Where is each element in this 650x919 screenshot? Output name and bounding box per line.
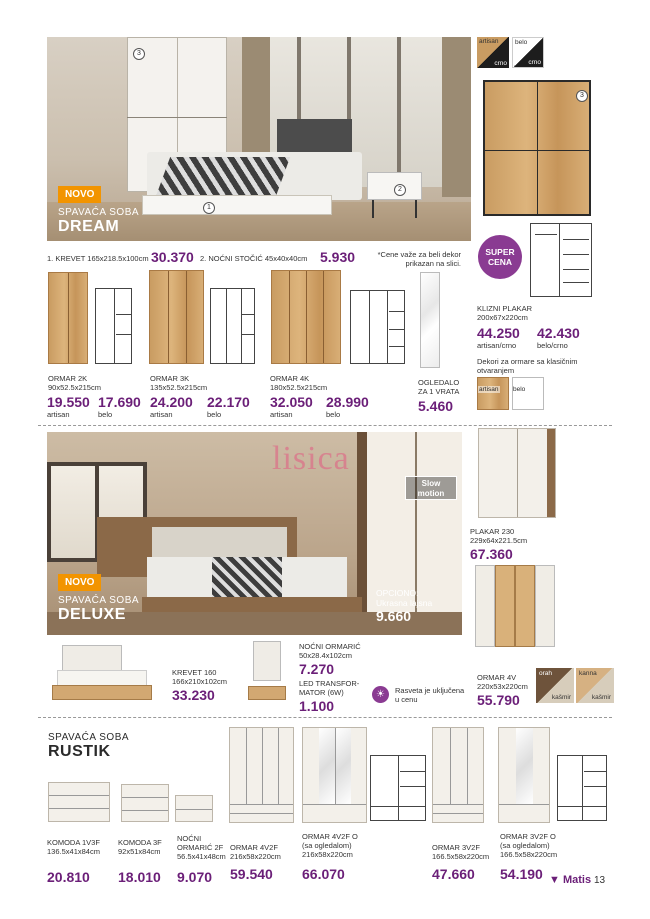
klizni-name: KLIZNI PLAKAR bbox=[477, 304, 533, 313]
sw-orah-label: orah bbox=[539, 670, 553, 677]
badge-3: 3 bbox=[133, 48, 145, 60]
rustik-item-0-l1: KOMODA 1V3F bbox=[47, 838, 100, 847]
ogledalo-name: OGLEDALO bbox=[418, 378, 460, 387]
divider-2 bbox=[38, 717, 612, 718]
ormar-3v2f-o-image bbox=[498, 727, 550, 823]
plakar-230-dims: 229x64x221.5cm bbox=[470, 536, 528, 545]
komoda-3f-image bbox=[121, 784, 169, 822]
plakar-230-price: 67.360 bbox=[470, 546, 513, 562]
klizni-dims: 200x67x220cm bbox=[477, 313, 528, 322]
deluxe-novo-badge: NOVO bbox=[58, 574, 101, 591]
ormar-4v2f-image bbox=[229, 727, 294, 823]
page-number: 13 bbox=[594, 875, 606, 886]
nocni-ormaric-dims: 50x28.4x102cm bbox=[299, 651, 352, 660]
ormar-3k-price-artisan: 24.200 bbox=[150, 394, 193, 410]
rustik-subtitle: SPAVAĆA SOBA bbox=[48, 732, 130, 743]
rustik-item-4-l1: ORMAR 4V2F O bbox=[302, 832, 358, 841]
ormar-4v2f-o-image bbox=[302, 727, 367, 823]
ormar-4v-name: ORMAR 4V bbox=[477, 673, 517, 682]
ormar-3v2f-image bbox=[432, 727, 484, 823]
rustik-item-6-l2: (sa ogledalom) bbox=[500, 841, 550, 850]
ormar-3k-price-belo: 22.170 bbox=[207, 394, 250, 410]
swatch-kanna-kasmir bbox=[576, 668, 614, 703]
ormar-4k-image bbox=[271, 270, 341, 364]
rustik-item-1-price: 18.010 bbox=[118, 869, 161, 885]
rustik-item-1-l1: KOMODA 3F bbox=[118, 838, 162, 847]
rustik-item-1-label bbox=[118, 838, 162, 856]
rustik-item-3-price: 59.540 bbox=[230, 866, 273, 882]
sw-kasmir2-label: kašmir bbox=[591, 694, 611, 701]
dekor-belo-swatch bbox=[512, 377, 544, 410]
ormar-4k-drawing bbox=[350, 290, 405, 364]
deluxe-title-block bbox=[58, 595, 139, 624]
ormar-4k-dims: 180x52.5x215cm bbox=[270, 383, 328, 392]
rustik-item-2-price: 9.070 bbox=[177, 869, 213, 885]
klizni-sub-artisan: artisan/crno bbox=[477, 341, 517, 350]
ormar-4v-image bbox=[475, 565, 555, 647]
ormar-2k-dims: 90x52.5x215cm bbox=[48, 383, 101, 392]
dekor-artisan-swatch bbox=[477, 377, 509, 410]
plakar-230-image bbox=[478, 428, 556, 518]
ormar-4v-dims: 220x53x220cm bbox=[477, 682, 528, 691]
dream-stocic-price: 5.930 bbox=[320, 249, 356, 265]
klizni-price-artisan: 44.250 bbox=[477, 325, 520, 341]
led-label-2: MATOR (6W) bbox=[299, 688, 344, 697]
ormar-2k-price-artisan: 19.550 bbox=[47, 394, 90, 410]
ormar-4k-name: ORMAR 4K bbox=[270, 374, 310, 383]
ogledalo-image bbox=[420, 272, 440, 368]
dekori-label: Dekori za ormare sa klasičnim otvaranjem bbox=[477, 357, 578, 375]
ormar-2k-image bbox=[48, 272, 88, 364]
krevet-160-name: KREVET 160 bbox=[172, 668, 217, 677]
ormar-3k-name: ORMAR 3K bbox=[150, 374, 190, 383]
rustik-item-4-l2: (sa ogledalom) bbox=[302, 841, 352, 850]
ormar-4k-price-belo: 28.990 bbox=[326, 394, 369, 410]
rustik-item-1-l2: 92x51x84cm bbox=[118, 847, 161, 856]
rustik-item-5-l1: ORMAR 3V2F bbox=[432, 843, 480, 852]
deluxe-subtitle: SPAVAĆA SOBA bbox=[58, 595, 140, 606]
divider-1 bbox=[38, 425, 612, 426]
dream-subtitle: SPAVAĆA SOBA bbox=[58, 207, 140, 218]
ormar-3k-dims: 135x52.5x215cm bbox=[150, 383, 208, 392]
rustik-item-2-l2: ORMARIĆ 2F bbox=[177, 843, 224, 852]
rustik-item-0-label bbox=[47, 838, 100, 856]
swatch-belo-label: belo bbox=[515, 39, 528, 46]
dream-novo-badge: NOVO bbox=[58, 186, 101, 203]
matis-logo bbox=[549, 874, 591, 886]
dekor-belo-label: belo bbox=[513, 386, 526, 393]
klizni-label bbox=[477, 304, 532, 322]
bulb-icon: ☀ bbox=[372, 686, 389, 703]
led-label-1: LED TRANSFOR- bbox=[299, 679, 360, 688]
ormar-4v2f-drawing bbox=[370, 755, 426, 821]
ogledalo-dims: ZA 1 VRATA bbox=[418, 387, 460, 396]
badge-1: 1 bbox=[203, 202, 215, 214]
led-label bbox=[299, 679, 359, 697]
rustik-item-4-price: 66.070 bbox=[302, 866, 345, 882]
swatch-orah-kasmir bbox=[536, 668, 574, 703]
rustik-item-0-price: 20.810 bbox=[47, 869, 90, 885]
lajsna-label: Ukrasna lajsna bbox=[376, 598, 433, 608]
ormar-4k-label bbox=[270, 374, 327, 392]
krevet-160-label bbox=[172, 668, 227, 686]
rustik-item-2-l1: NOĆNI bbox=[177, 834, 202, 843]
sw-kasmir1-label: kašmir bbox=[551, 694, 571, 701]
opciono-label: OPCIONO: bbox=[376, 588, 419, 598]
ogledalo-label bbox=[418, 378, 459, 396]
ormar-4k-sub-artisan: artisan bbox=[270, 410, 293, 419]
rustik-item-3-label bbox=[230, 843, 281, 861]
sw-kanna-label: kanna bbox=[579, 670, 597, 677]
swatch-artisan-label: artisan bbox=[479, 38, 499, 45]
super-cena-badge bbox=[478, 235, 522, 279]
rustik-item-6-l3: 166.5x58x220cm bbox=[500, 850, 558, 859]
ormar-3k-label bbox=[150, 374, 207, 392]
ormar-3k-drawing bbox=[210, 288, 255, 364]
dekor-artisan-label: artisan bbox=[479, 386, 499, 393]
nocni-ormaric-name: NOĆNI ORMARIĆ bbox=[299, 642, 361, 651]
nocni-ormaric-image bbox=[248, 641, 286, 709]
swatch-crno2-label: crno bbox=[528, 59, 541, 66]
krevet-160-dims: 166x210x102cm bbox=[172, 677, 228, 686]
watermark: lisica bbox=[272, 440, 350, 477]
ormar-4k-sub-belo: belo bbox=[326, 410, 341, 419]
nocni-ormaric-2f-image bbox=[175, 795, 213, 822]
ormar-2k-sub-belo: belo bbox=[98, 410, 113, 419]
rustik-title-block bbox=[48, 732, 129, 761]
krevet-160-price: 33.230 bbox=[172, 687, 215, 703]
super-cena-text: SUPER CENA bbox=[485, 247, 515, 267]
dream-stocic-label: 2. NOĆNI STOČIĆ 45x40x40cm bbox=[200, 254, 308, 263]
krevet-160-image bbox=[52, 645, 152, 705]
ormar-4v-price: 55.790 bbox=[477, 692, 520, 708]
rustik-item-5-price: 47.660 bbox=[432, 866, 475, 882]
ormar-2k-drawing bbox=[95, 288, 132, 364]
ormar-3k-image bbox=[149, 270, 204, 364]
badge-3b: 3 bbox=[576, 90, 588, 102]
slow-motion-badge bbox=[405, 476, 457, 500]
rustik-title: RUSTIK bbox=[48, 743, 111, 760]
slow-text: Slow bbox=[421, 479, 441, 488]
plakar-230-name: PLAKAR 230 bbox=[470, 527, 515, 536]
ormar-3v2f-drawing bbox=[557, 755, 607, 821]
nocni-ormaric-label bbox=[299, 642, 361, 660]
rustik-item-4-l3: 216x58x220cm bbox=[302, 850, 353, 859]
swatch-artisan-crno bbox=[477, 37, 509, 68]
plakar-230-label bbox=[470, 527, 527, 545]
ormar-2k-sub-artisan: artisan bbox=[47, 410, 70, 419]
klizni-sub-belo: belo/crno bbox=[537, 341, 568, 350]
rustik-item-5-l2: 166.5x58x220cm bbox=[432, 852, 490, 861]
rasveta-note: Rasveta je uključena u cenu bbox=[395, 686, 465, 704]
opciono-block bbox=[376, 588, 433, 624]
dream-title-block bbox=[58, 207, 139, 236]
rustik-item-0-l2: 136.5x41x84cm bbox=[47, 847, 100, 856]
ormar-3k-sub-belo: belo bbox=[207, 410, 222, 419]
klizni-price-belo: 42.430 bbox=[537, 325, 580, 341]
ogledalo-price: 5.460 bbox=[418, 398, 454, 414]
swatch-crno-label: crno bbox=[494, 60, 507, 67]
deluxe-title: DELUXE bbox=[58, 606, 126, 623]
klizni-plakar-line-drawing bbox=[530, 223, 592, 297]
swatch-belo-crno bbox=[512, 37, 544, 68]
ormar-2k-label bbox=[48, 374, 101, 392]
badge-2: 2 bbox=[394, 184, 406, 196]
ormar-2k-name: ORMAR 2K bbox=[48, 374, 88, 383]
led-price: 1.100 bbox=[299, 698, 335, 714]
rustik-item-2-l3: 56.5x41x48cm bbox=[177, 852, 226, 861]
rustik-item-3-l1: ORMAR 4V2F bbox=[230, 843, 278, 852]
lajsna-price: 9.660 bbox=[376, 608, 412, 624]
dream-krevet-price: 30.370 bbox=[151, 249, 194, 265]
klizni-plakar-image bbox=[483, 80, 591, 216]
rustik-item-6-price: 54.190 bbox=[500, 866, 543, 882]
ormar-4v-label bbox=[477, 673, 528, 691]
ormar-2k-price-belo: 17.690 bbox=[98, 394, 141, 410]
dream-title: DREAM bbox=[58, 218, 120, 235]
rustik-item-6-l1: ORMAR 3V2F O bbox=[500, 832, 556, 841]
rustik-item-2-label bbox=[177, 834, 226, 861]
matis-logo-icon: ▼ bbox=[549, 874, 560, 886]
dream-krevet-label: 1. KREVET 165x218.5x100cm bbox=[47, 254, 149, 263]
ormar-3k-sub-artisan: artisan bbox=[150, 410, 173, 419]
rustik-item-6-label bbox=[500, 832, 557, 859]
rustik-item-5-label bbox=[432, 843, 489, 861]
ormar-4k-price-artisan: 32.050 bbox=[270, 394, 313, 410]
rustik-item-4-label bbox=[302, 832, 358, 859]
nocni-ormaric-price: 7.270 bbox=[299, 661, 335, 677]
matis-logo-text: Matis bbox=[562, 874, 592, 886]
motion-text: motion bbox=[417, 489, 445, 498]
rustik-item-3-l2: 216x58x220cm bbox=[230, 852, 281, 861]
dream-note: *Cene važe za beli dekor prikazan na slici. bbox=[377, 250, 461, 268]
komoda-1v3f-image bbox=[48, 782, 110, 822]
